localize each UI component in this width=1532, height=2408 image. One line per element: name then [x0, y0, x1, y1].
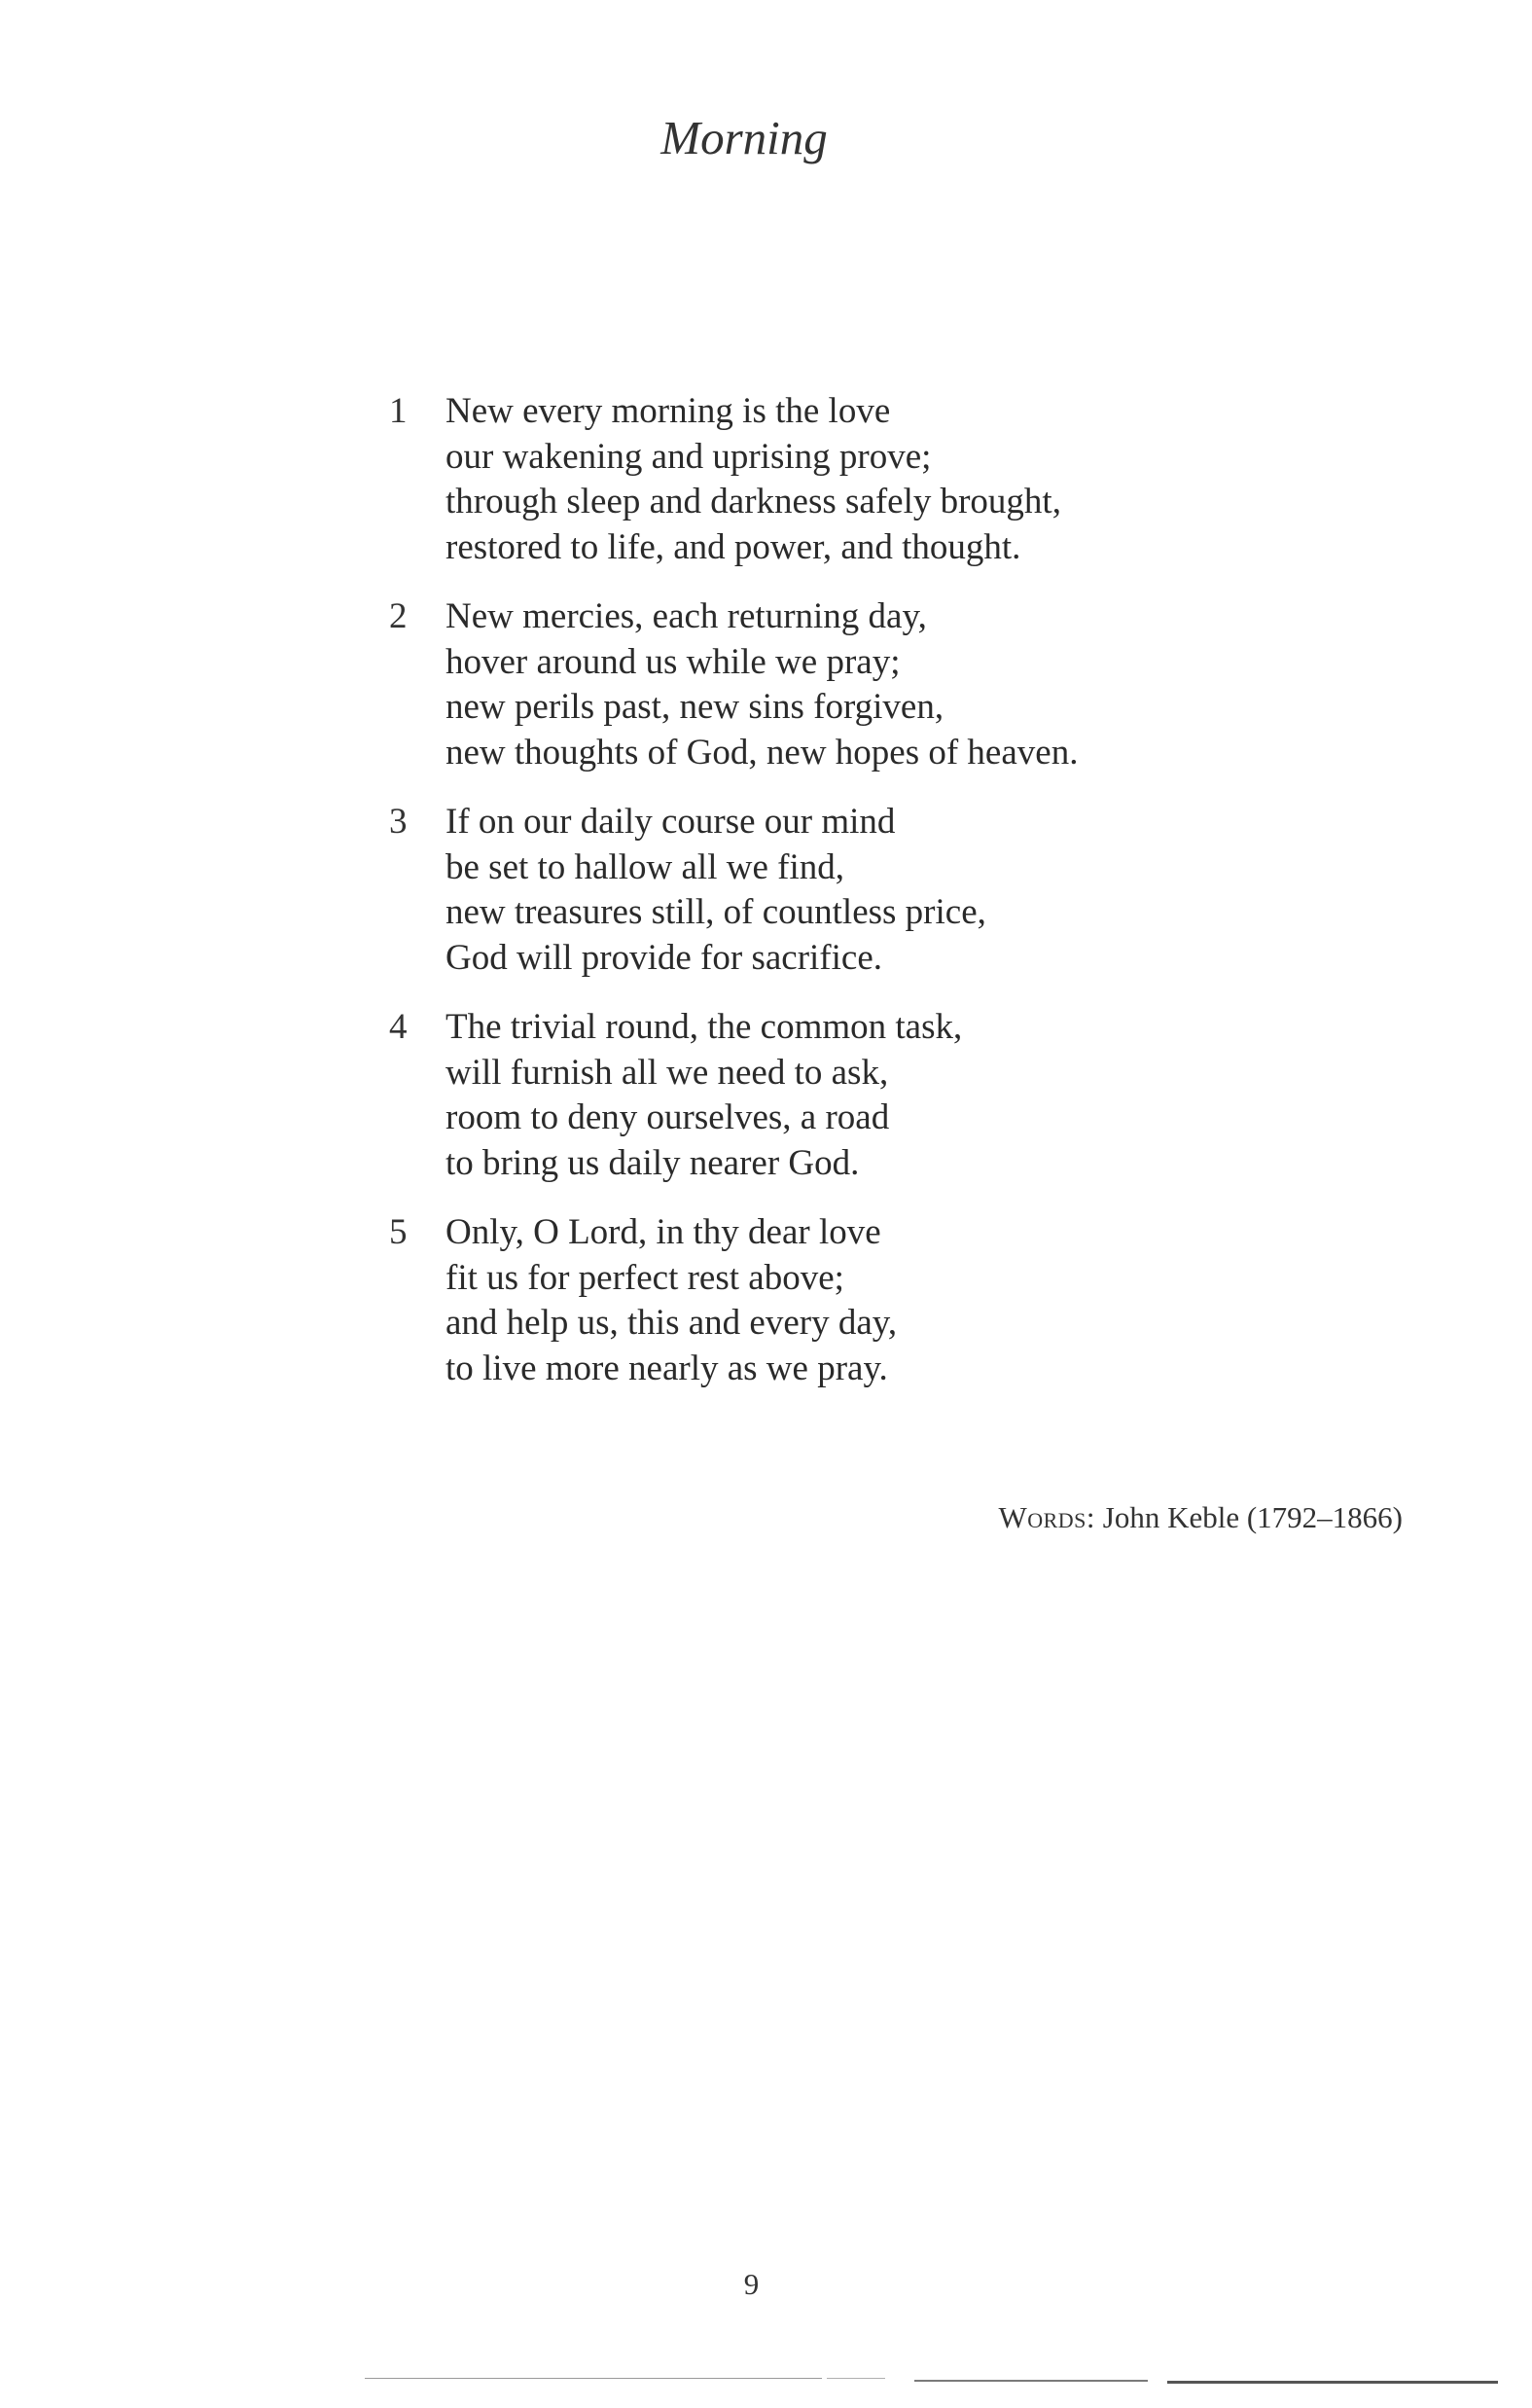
- verse-line: hover around us while we pray;: [445, 641, 901, 682]
- verse-line: If on our daily course our mind: [445, 802, 896, 842]
- verse-line: be set to hallow all we find,: [445, 846, 844, 887]
- verse-lines: [445, 1005, 1265, 1186]
- verse-line: God will provide for sacrifice.: [445, 937, 882, 978]
- page-title: Morning: [660, 111, 828, 164]
- verse: [389, 1210, 1265, 1391]
- verse-line: Only, O Lord, in thy dear love: [445, 1212, 881, 1252]
- verse-number: 1: [389, 391, 408, 431]
- attribution-author: John Keble (1792–1866): [1102, 1500, 1403, 1534]
- verse-line: fit us for perfect rest above;: [445, 1257, 844, 1298]
- verse-line: our wakening and uprising prove;: [445, 436, 932, 477]
- verse-number: 2: [389, 596, 408, 636]
- verse-line: to live more nearly as we pray.: [445, 1348, 888, 1388]
- verse: [389, 594, 1265, 775]
- verse-line: new perils past, new sins forgiven,: [445, 687, 944, 727]
- page-edge-rule: [1167, 2381, 1498, 2384]
- verse-number: 4: [389, 1007, 408, 1047]
- verse-number: 3: [389, 802, 408, 842]
- verse: [389, 1005, 1265, 1186]
- verse: [389, 800, 1265, 981]
- verse-line: new treasures still, of countless price,: [445, 892, 986, 932]
- page-edge-rule: [827, 2378, 885, 2379]
- page-edge-rule: [914, 2380, 1148, 2382]
- verse-lines: [445, 389, 1265, 570]
- verse-line: New mercies, each returning day,: [445, 596, 927, 636]
- verse-line: room to deny ourselves, a road: [445, 1097, 890, 1137]
- verse-lines: [445, 1210, 1265, 1391]
- verse-line: and help us, this and every day,: [445, 1303, 898, 1343]
- hymn-text: [389, 389, 1265, 1416]
- verse-lines: [445, 800, 1265, 981]
- verse: [389, 389, 1265, 570]
- verse-line: through sleep and darkness safely brought,: [445, 482, 1061, 521]
- page-number: 9: [743, 2267, 760, 2301]
- verse-line: will furnish all we need to ask,: [445, 1052, 889, 1093]
- verse-line: The trivial round, the common task,: [445, 1007, 963, 1047]
- verse-number: 5: [389, 1212, 408, 1252]
- verse-line: restored to life, and power, and thought.: [445, 526, 1021, 567]
- page-edge-rule: [365, 2378, 822, 2379]
- verse-lines: [445, 594, 1265, 775]
- attribution-label: Words:: [998, 1500, 1096, 1534]
- verse-line: to bring us daily nearer God.: [445, 1142, 860, 1183]
- verse-line: new thoughts of God, new hopes of heaven.: [445, 732, 1079, 773]
- attribution: [998, 1498, 1403, 1537]
- verse-line: New every morning is the love: [445, 391, 891, 431]
